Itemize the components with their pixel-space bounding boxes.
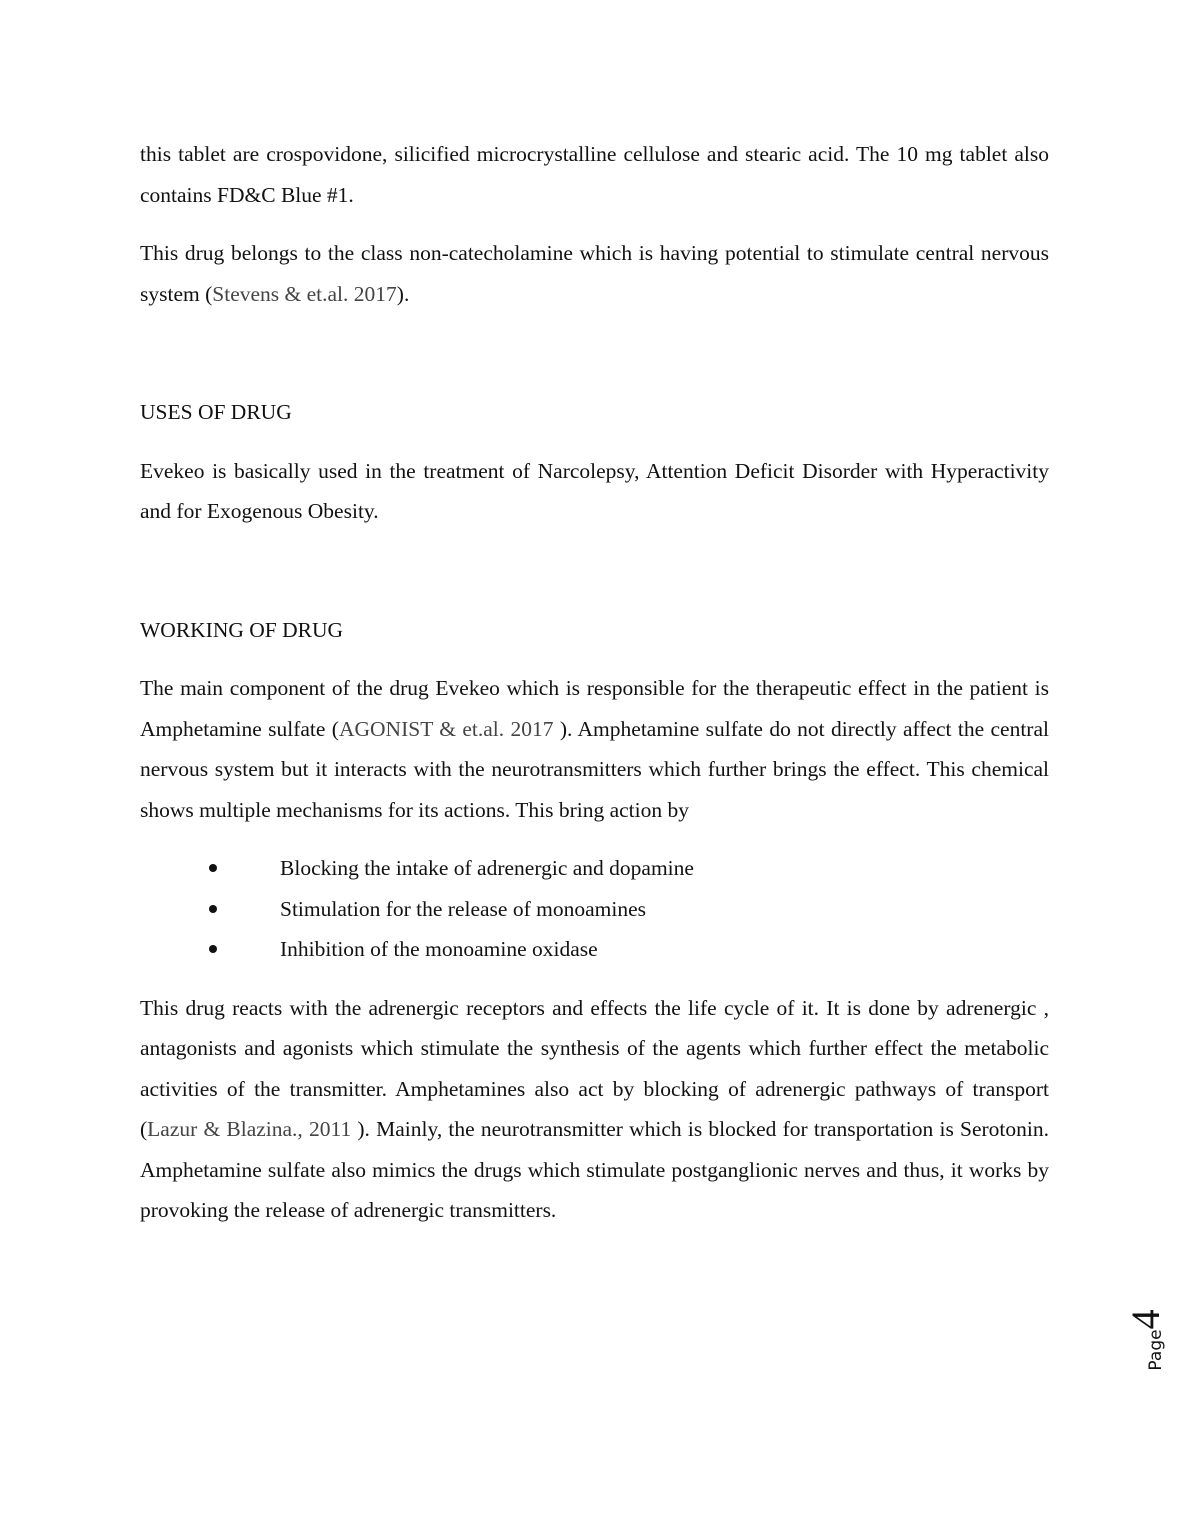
paragraph-intro: this tablet are crospovidone, silicified microcrystalline cellulose and stearic acid. The 10 mg tablet also contains FD&C Blue #1.	[140, 142, 1049, 207]
bullet-icon	[209, 864, 217, 872]
bullet-icon	[209, 945, 217, 953]
paragraph-spacer	[140, 830, 1049, 848]
paragraph-drug-class-text: This drug belongs to the class non-catecholamine which is having potential to stimulate central nervous system (	[140, 241, 1049, 306]
section-spacer	[140, 314, 1049, 392]
citation-stevens: Stevens & et.al. 2017	[212, 281, 397, 306]
bullet-icon	[209, 905, 217, 913]
paragraph-working-end: ). Amphetamine sulfate do not directly affect the central nervous system but it interacts with the neurotransmitters which further brings the effect. This chemical shows multiple mechanisms for its actions. This bring action by	[140, 716, 1049, 822]
list-item-text: Stimulation for the release of monoamines	[280, 896, 647, 921]
paragraph-spacer	[140, 650, 1049, 668]
paragraph-uses: Evekeo is basically used in the treatment of Narcolepsy, Attention Deficit Disorder with Hyperactivity and for Exogenous Obesity.	[140, 458, 1049, 523]
citation-agonist: AGONIST & et.al. 2017	[338, 716, 560, 741]
page-number-label: Page	[1146, 1329, 1166, 1371]
document-body	[140, 134, 1049, 1231]
mechanism-list	[140, 848, 1049, 970]
paragraph-working-text: The main component of the drug Evekeo which is responsible for the therapeutic effect in the patient is Amphetamine sulfate (	[140, 676, 1049, 741]
list-item	[140, 929, 1049, 970]
paragraph-receptors	[140, 988, 1049, 1231]
paragraph-spacer	[140, 970, 1049, 988]
list-item-text: Inhibition of the monoamine oxidase	[280, 937, 598, 961]
list-item-text: Blocking the intake of adrenergic and dopamine	[280, 856, 694, 880]
list-item	[140, 889, 1049, 930]
paragraph-spacer	[140, 215, 1049, 233]
paragraph-receptors-end: ). Mainly, the neurotransmitter which is blocked for transportation is Serotonin. Amphetamine sulfate also mimics the drugs which stimulate postganglionic nerves and thus, it works by provoking the release of adrenergic transmitters.	[140, 1117, 1049, 1222]
heading-working-of-drug: WORKING OF DRUG	[140, 617, 344, 642]
paragraph-spacer	[140, 433, 1049, 451]
paragraph-receptors-text: This drug reacts with the adrenergic receptors and effects the life cycle of it. It is done by adrenergic , antagonists and agonists which stimulate the synthesis of the agents which further effect the metabolic activities of the transmitter. Amphetamines also act by blocking of adrenergic pathways of transport (	[140, 995, 1049, 1141]
page-number-value: 4	[1123, 1309, 1168, 1330]
paragraph-drug-class-end: ).	[396, 281, 410, 306]
citation-lazur-blazina: Lazur & Blazina., 2011	[147, 1117, 358, 1141]
section-spacer	[140, 532, 1049, 610]
paragraph-working	[140, 668, 1049, 830]
list-item	[140, 848, 1049, 889]
page-number	[1086, 1300, 1166, 1380]
paragraph-drug-class	[140, 233, 1049, 314]
heading-uses-of-drug: USES OF DRUG	[140, 400, 292, 424]
